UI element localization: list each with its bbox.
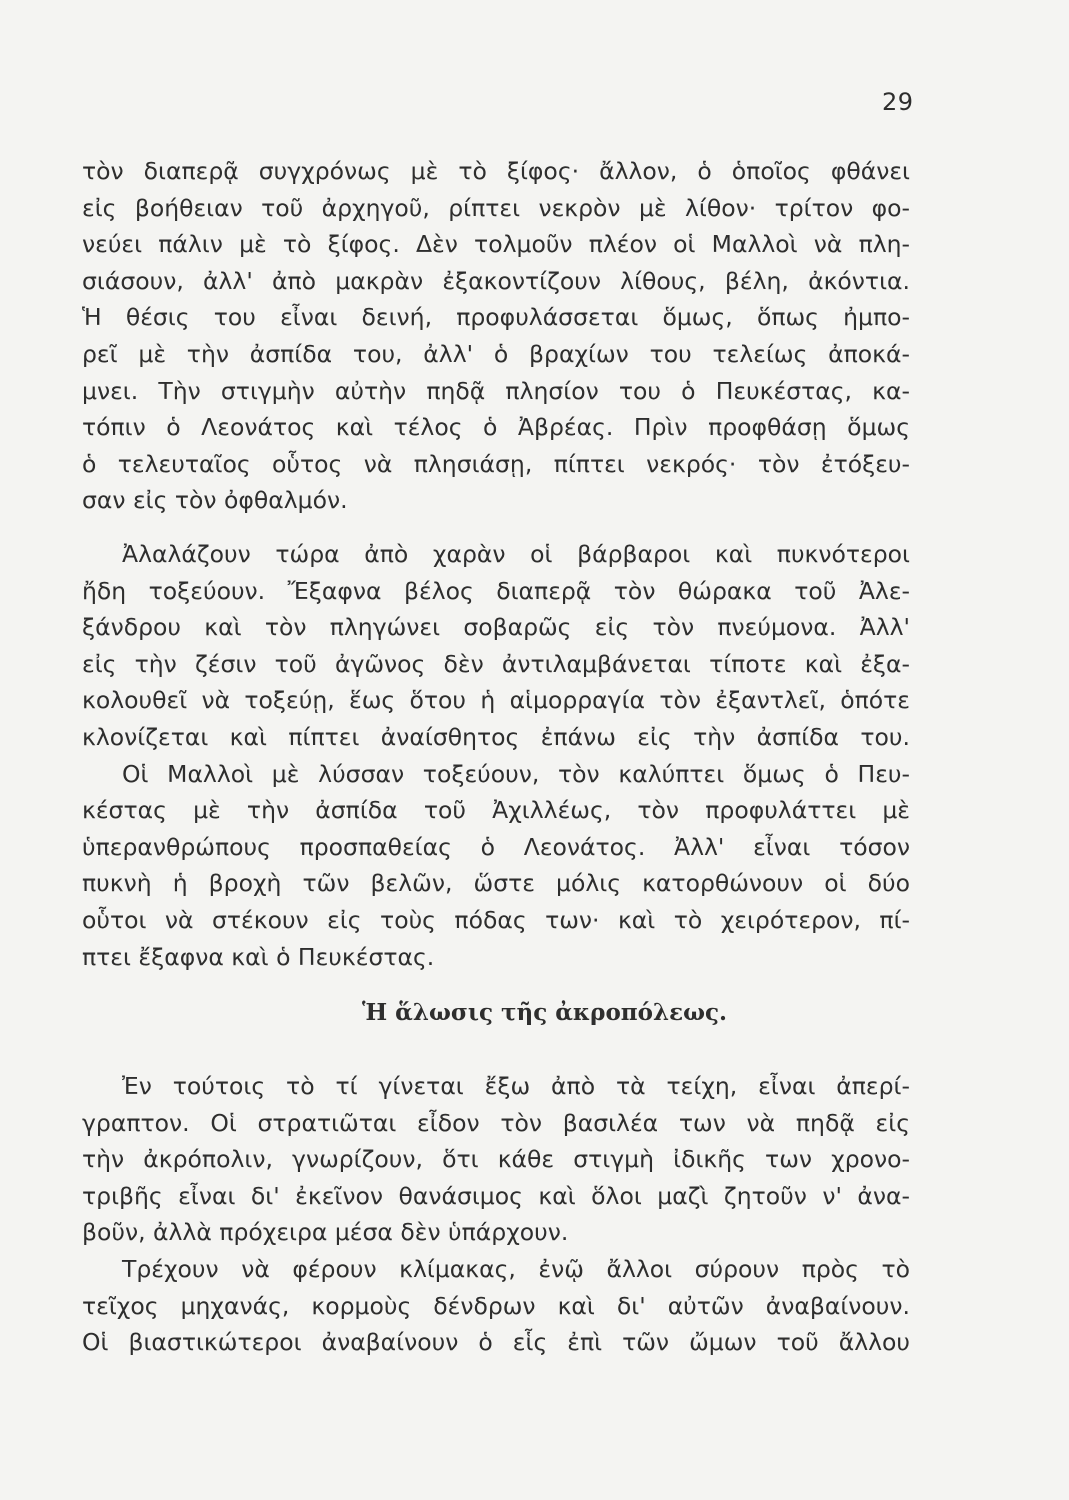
section-heading: Ἡ ἅλωσις τῆς ἀκροπόλεως. (362, 999, 727, 1026)
text-line: ὑπερανθρώπους προσπαθείας ὁ Λεονάτος. Ἀλλ' εἶναι τόσον (82, 832, 910, 861)
text-line: Ἐν τούτοις τὸ τί γίνεται ἔξω ἀπὸ τὰ τείχη, εἶναι ἀπερί- (122, 1072, 910, 1100)
text-line: ξάνδρου καὶ τὸν πληγώνει σοβαρῶς εἰς τὸν πνεύμονα. Ἀλλ' (82, 613, 910, 642)
text-line: ἤδη τοξεύουν. Ἔξαφνα βέλος διαπερᾷ τὸν θώρακα τοῦ Ἀλε- (82, 576, 910, 605)
text-line: τὸν διαπερᾷ συγχρόνως μὲ τὸ ξίφος· ἄλλον, ὁ ὁποῖος φθάνει (82, 157, 910, 185)
text-line: σαν εἰς τὸν ὀφθαλμόν. (82, 486, 348, 515)
text-line: εἰς τὴν ζέσιν τοῦ ἀγῶνος δὲν ἀντιλαμβάνεται τίποτε καὶ ἐξα- (82, 649, 910, 678)
text-line: μνει. Τὴν στιγμὴν αὐτὴν πηδᾷ πλησίον του ὁ Πευκέστας, κα- (82, 376, 910, 405)
text-line: εἰς βοήθειαν τοῦ ἀρχηγοῦ, ρίπτει νεκρὸν μὲ λίθον· τρίτον φο- (82, 193, 910, 222)
text-line: βοῦν, ἀλλὰ πρόχειρα μέσα δὲν ὑπάρχουν. (82, 1218, 569, 1247)
text-line: πτει ἔξαφνα καὶ ὁ Πευκέστας. (82, 942, 435, 971)
text-line: σιάσουν, ἀλλ' ἀπὸ μακρὰν ἐξακοντίζουν λίθους, βέλη, ἀκόντια. (82, 266, 910, 295)
text-line: τριβῆς εἶναι δι' ἐκεῖνον θανάσιμος καὶ ὅλοι μαζὶ ζητοῦν ν' ἀνα- (82, 1181, 910, 1210)
text-line: τεῖχος μηχανάς, κορμοὺς δένδρων καὶ δι' αὐτῶν ἀναβαίνουν. (82, 1291, 910, 1320)
text-line: κολουθεῖ νὰ τοξεύῃ, ἕως ὅτου ἡ αἱμορραγία τὸν ἐξαντλεῖ, ὁπότε (82, 686, 910, 715)
text-line: Οἱ Μαλλοὶ μὲ λύσσαν τοξεύουν, τὸν καλύπτει ὅμως ὁ Πευ- (122, 759, 910, 788)
text-line: Ἀλαλάζουν τώρα ἀπὸ χαρὰν οἱ βάρβαροι καὶ πυκνότεροι (122, 540, 910, 568)
page-number: 29 (882, 88, 914, 116)
text-line: οὗτοι νὰ στέκουν εἰς τοὺς πόδας των· καὶ τὸ χειρότερον, πί- (82, 905, 910, 934)
text-line: ὁ τελευταῖος οὗτος νὰ πλησιάσῃ, πίπτει νεκρός· τὸν ἐτόξευ- (82, 449, 910, 478)
paragraph-3 (82, 1068, 910, 1361)
paragraph-1 (82, 153, 910, 519)
text-line: Οἱ βιαστικώτεροι ἀναβαίνουν ὁ εἷς ἐπὶ τῶν ὤμων τοῦ ἄλλου (82, 1328, 910, 1357)
text-line: νεύει πάλιν μὲ τὸ ξίφος. Δὲν τολμοῦν πλέον οἱ Μαλλοὶ νὰ πλη- (82, 230, 910, 259)
text-line: τόπιν ὁ Λεονάτος καὶ τέλος ὁ Ἀβρέας. Πρὶν προφθάσῃ ὅμως (82, 413, 910, 442)
text-line: γραπτον. Οἱ στρατιῶται εἶδον τὸν βασιλέα των νὰ πηδᾷ εἰς (82, 1108, 910, 1137)
text-line: ρεῖ μὲ τὴν ἀσπίδα του, ἀλλ' ὁ βραχίων του τελείως ἀποκά- (82, 339, 910, 368)
text-line: τὴν ἀκρόπολιν, γνωρίζουν, ὅτι κάθε στιγμὴ ἰδικῆς των χρονο- (82, 1145, 910, 1174)
text-line: κλονίζεται καὶ πίπτει ἀναίσθητος ἐπάνω εἰς τὴν ἀσπίδα του. (82, 722, 910, 751)
text-line: Ἡ θέσις του εἶναι δεινή, προφυλάσσεται ὅμως, ὅπως ἠμπο- (82, 303, 910, 332)
text-line: πυκνὴ ἡ βροχὴ τῶν βελῶν, ὥστε μόλις κατορθώνουν οἱ δύο (82, 869, 910, 898)
text-line: κέστας μὲ τὴν ἀσπίδα τοῦ Ἀχιλλέως, τὸν προφυλάττει μὲ (82, 796, 910, 825)
text-line: Τρέχουν νὰ φέρουν κλίμακας, ἐνῷ ἄλλοι σύρουν πρὸς τὸ (122, 1254, 910, 1283)
paragraph-2 (82, 536, 910, 975)
